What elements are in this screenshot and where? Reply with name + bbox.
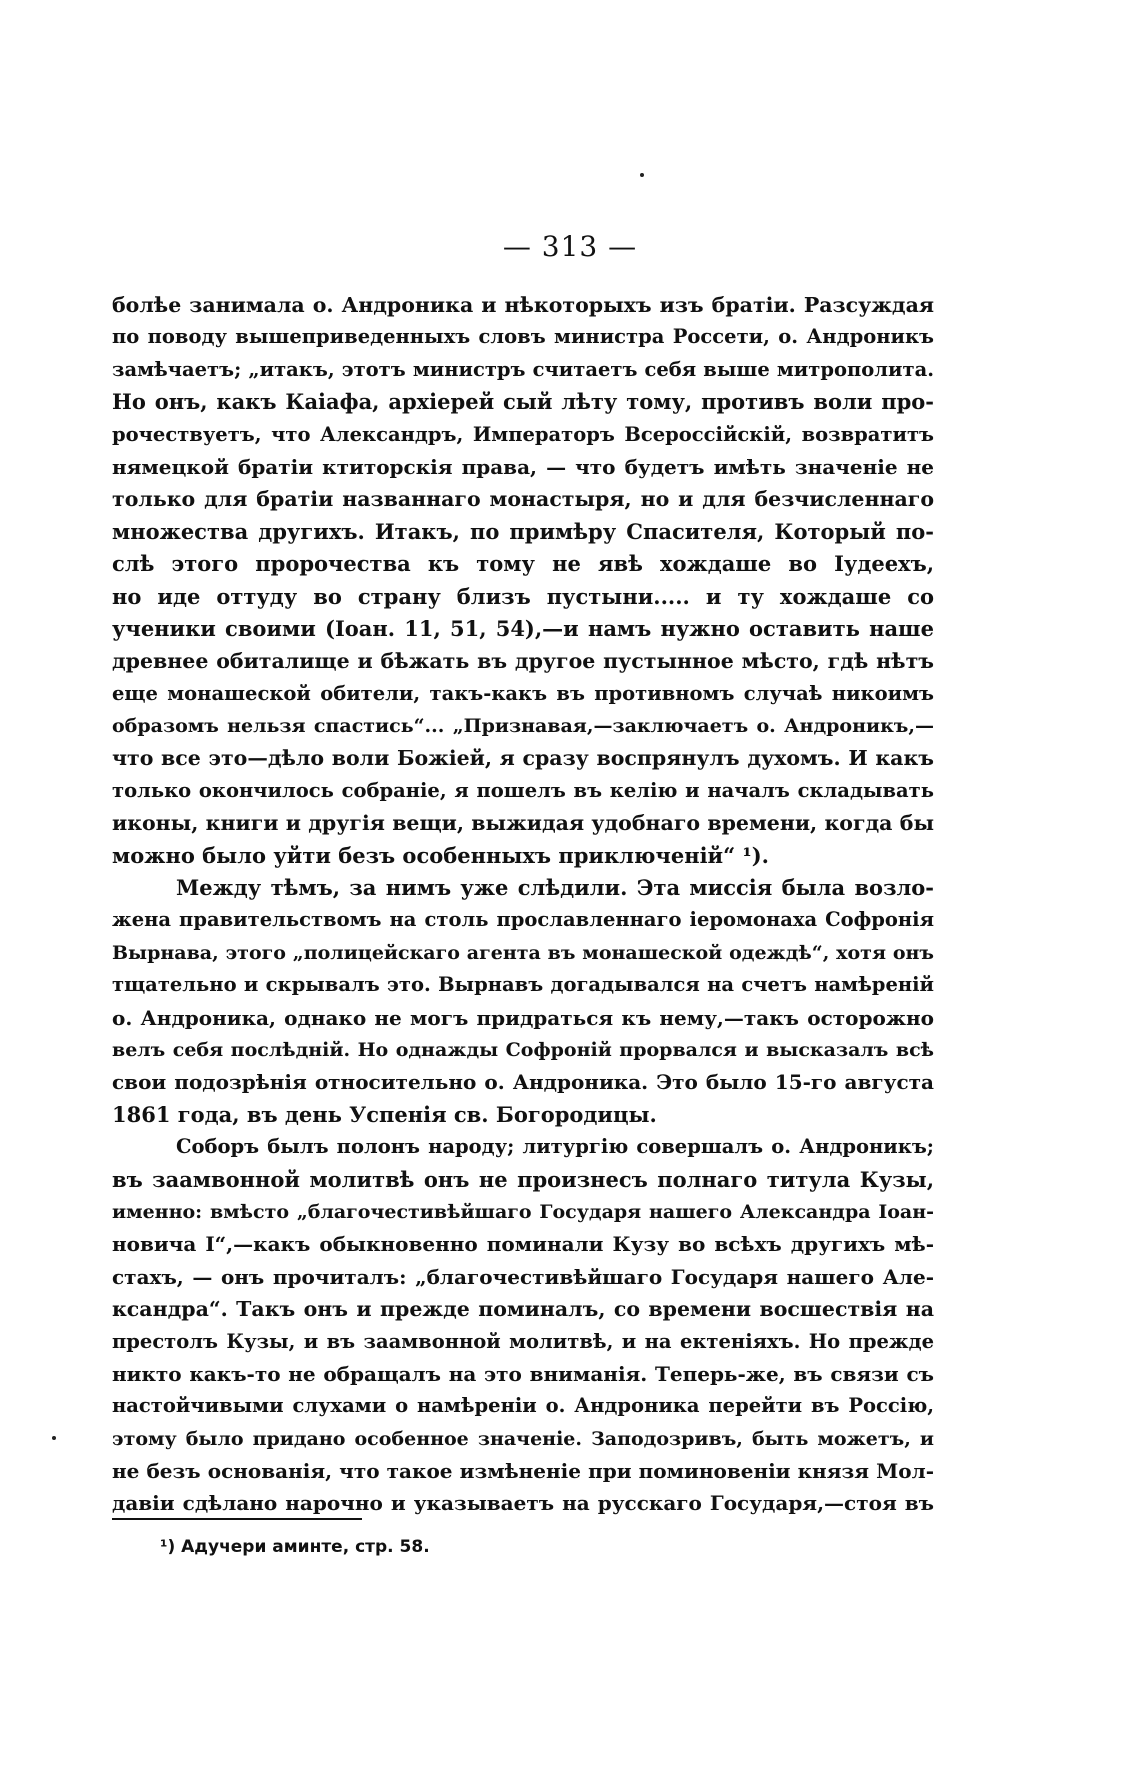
- text-line: настойчивыми слухами о намѣреніи о. Андроника перейти въ Россію,: [112, 1394, 934, 1418]
- text-line: тщательно и скрывалъ это. Вырнавъ догадывался на счетъ намѣреній: [112, 973, 934, 997]
- text-line: можно было уйти безъ особенныхъ приключеній“ ¹).: [112, 842, 769, 868]
- text-line: древнее обиталище и бѣжать въ другое пустынное мѣсто, гдѣ нѣтъ: [112, 649, 934, 674]
- text-line: что все это—дѣло воли Божіей, я сразу воспрянулъ духомъ. И какъ: [112, 746, 934, 771]
- text-line: этому было придано особенное значеніе. Заподозривъ, быть можетъ, и: [112, 1427, 934, 1450]
- text-line: ученики своими (Іоан. 11, 51, 54),—и намъ нужно оставить наше: [112, 615, 934, 641]
- text-line: стахъ, — онъ прочиталъ: „благочестивѣйшаго Государя нашего Але-: [112, 1264, 934, 1289]
- text-line: но иде оттуду во страну близъ пустыни..... и ту хождаше со: [112, 583, 934, 609]
- text-line: престолъ Кузы, и въ заамвонной молитвѣ, и на ектеніяхъ. Но прежде: [112, 1329, 934, 1353]
- text-line: Между тѣмъ, за нимъ уже слѣдили. Эта миссія была возло-: [176, 875, 934, 901]
- body-text: [112, 289, 934, 1520]
- text-line: иконы, книги и другія вещи, выжидая удобнаго времени, когда бы: [112, 811, 934, 836]
- text-line: никто какъ-то не обращалъ на это вниманія. Теперь-же, въ связи съ: [112, 1361, 934, 1386]
- text-line: нямецкой братіи ктиторскія права, — что будетъ имѣть значеніе не: [112, 454, 934, 479]
- page-number: — 313 —: [502, 230, 638, 263]
- text-line: 1861 года, въ день Успенія св. Богородицы.: [112, 1101, 657, 1127]
- text-line: замѣчаетъ; „итакъ, этотъ министръ считаетъ себя выше митрополита.: [112, 357, 934, 381]
- text-line: новича І“,—какъ обыкновенно поминали Кузу во всѣхъ другихъ мѣ-: [112, 1232, 934, 1257]
- text-line: только окончилось собраніе, я пошелъ въ келію и началъ складывать: [112, 778, 934, 802]
- scan-speck: [640, 173, 644, 177]
- text-line: еще монашеской обители, такъ-какъ въ противномъ случаѣ никоимъ: [112, 681, 934, 705]
- text-line: множества другихъ. Итакъ, по примѣру Спасителя, Который по-: [112, 518, 934, 544]
- text-line: ксандра“. Такъ онъ и прежде поминалъ, со времени восшествія на: [112, 1297, 934, 1322]
- scan-speck: [52, 1436, 56, 1440]
- text-line: въ заамвонной молитвѣ онъ не произнесъ полнаго титула Кузы,: [112, 1166, 934, 1192]
- footnote: ¹) Адучери аминте, стр. 58.: [160, 1537, 430, 1557]
- text-line: именно: вмѣсто „благочестивѣйшаго Государя нашего Александра Іоан-: [112, 1200, 934, 1223]
- text-line: только для братіи названнаго монастыря, но и для безчисленнаго: [112, 487, 934, 512]
- text-line: рочествуетъ, что Александръ, Императоръ Всероссійскій, возвратитъ: [112, 422, 934, 446]
- text-line: велъ себя послѣдній. Но однажды Софроній прорвался и высказалъ всѣ: [112, 1038, 934, 1061]
- text-line: давіи сдѣлано нарочно и указываетъ на русскаго Государя,—стоя въ: [112, 1491, 934, 1516]
- text-line: образомъ нельзя спастись“... „Признавая,—заключаетъ о. Андроникъ,—: [112, 715, 934, 738]
- text-line: болѣе занимала о. Андроника и нѣкоторыхъ изъ братіи. Разсуждая: [112, 293, 934, 317]
- text-line: свои подозрѣнія относительно о. Андроника. Это было 15-го августа: [112, 1070, 934, 1095]
- text-line: жена правительствомъ на столь прославленнаго іеромонаха Софронія: [112, 908, 934, 932]
- text-line: Но онъ, какъ Каіафа, архіерей сый лѣту тому, противъ воли про-: [112, 389, 934, 415]
- text-line: не безъ основанія, что такое измѣненіе при поминовеніи князя Мол-: [112, 1459, 934, 1484]
- text-line: Вырнава, этого „полицейскаго агента въ монашеской одеждѣ“, хотя онъ: [112, 941, 934, 964]
- text-line: по поводу вышеприведенныхъ словъ министра Россети, о. Андроникъ: [112, 325, 934, 349]
- footnote-divider: [112, 1518, 362, 1520]
- text-line: Соборъ былъ полонъ народу; литургію совершалъ о. Андроникъ;: [176, 1135, 934, 1159]
- text-line: о. Андроника, однако не могъ придраться къ нему,—такъ осторожно: [112, 1005, 934, 1030]
- text-line: слѣ этого пророчества къ тому не явѣ хождаше во Іудеехъ,: [112, 551, 934, 577]
